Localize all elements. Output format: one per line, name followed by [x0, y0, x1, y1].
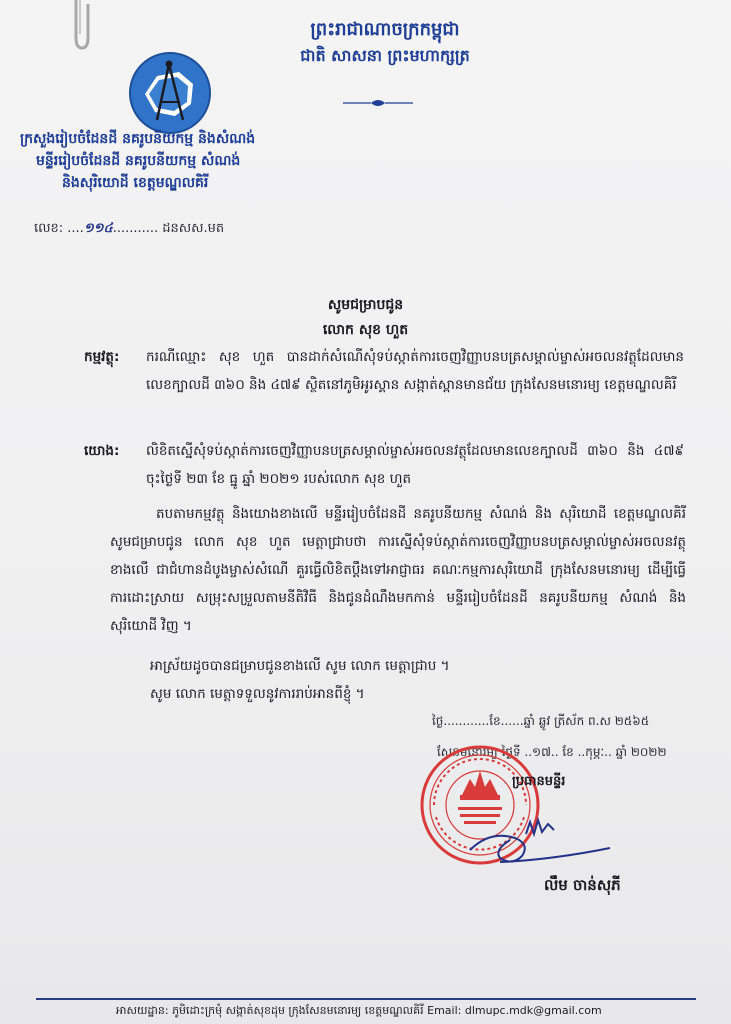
ref-suffix: ........... ដនសស.មត [112, 221, 225, 236]
national-motto: ជាតិ សាសនា ព្រះមហាក្សត្រ [300, 46, 470, 65]
ref-handwritten-number: ១១៤ [83, 221, 113, 236]
subject-section [84, 343, 684, 399]
kingdom-title: ព្រះរាជាណាចក្រកម្ពុជា [310, 19, 460, 40]
reference-section [84, 437, 684, 493]
kingdom-header [270, 18, 500, 68]
reference-number [34, 220, 224, 239]
signer-name: លឹម ចាន់សុភី [544, 876, 621, 894]
ornament-divider-icon [343, 97, 413, 109]
solar-date: សែនមនោរម្យ ថ្ងៃទី ..១៧.. ខែ ..កុម្ភៈ.. ឆ្នាំ ២០២២ [437, 745, 667, 759]
ref-prefix: លេខ: .... [34, 221, 84, 236]
closing-line-1: អាស្រ័យដូចបានជម្រាបជូនខាងលើ សូម លោក មេត្តាជ្រាប ។ [150, 658, 450, 674]
subject-text: ករណីឈ្មោះ សុខ ហួត បានដាក់សំណើសុំទប់ស្កាត់ការចេញវិញ្ញាបនបត្រសម្គាល់ម្ចាស់អចលនវត្ថុដែលមានលេខក្បាលដី ៣៦០ និង ៤៧៩ ស្ថិតនៅភូមិអូរស្គាន សង្កាត់ស្ពានមានជ័យ ក្រុងសែនមនោរម្យ ខេត្តមណ្ឌលគិរី [146, 349, 684, 393]
addressee-name: លោក សុខ ហួត [322, 322, 409, 338]
salutation: សូមជម្រាបជូន [327, 297, 404, 313]
ministry-line: ក្រសួងរៀបចំដែនដី នគរូបនីយកម្ម និងសំណង់ [20, 131, 256, 147]
reference-text: លិខិតស្នើសុំទប់ស្កាត់ការចេញវិញ្ញាបនបត្រសម្គាល់ម្ចាស់អចលនវត្ថុដែលមានលេខក្បាលដី ៣៦០ និង ៤៧៩ ចុះថ្ងៃទី ២៣ ខែ ធ្នូ ឆ្នាំ ២០២១ របស់លោក សុខ ហួត [146, 443, 684, 487]
signatory-title: ប្រធានមន្ទីរ [512, 774, 566, 789]
body-paragraph: តបតាមកម្មវត្ថុ និងយោងខាងលើ មន្ទីររៀបចំដែនដី នគរូបនីយកម្ម សំណង់ និង សុរិយោដី ខេត្តមណ្ឌលគិរី សូមជម្រាបជូន លោក សុខ ហួត មេត្តាជ្រាបថា ការស្នើសុំទប់ស្កាត់ការចេញវិញ្ញាបនបត្រសម្គាល់ម្ចាស់អចលនវត្ថុខាងលើ ជាជំហានដំបូងម្ចាស់សំណើ គួរធ្វើលិខិតប្តឹងទៅអាជ្ញាធរ គណៈកម្មការសុរិយោដី ក្រុងសែនមនោរម្យ ដើម្បីធ្វើការដោះស្រាយ សម្រុះសម្រួលតាមនីតិវិធី និងជូនដំណឹងមកកាន់ មន្ទីររៀបចំដែនដី នគរូបនីយកម្ម សំណង់ និងសុរិយោដី វិញ ។ [110, 506, 686, 634]
footer-divider [36, 998, 696, 1000]
reference-label: យោង: [84, 443, 120, 459]
ministry-name-block [20, 128, 255, 194]
lunar-date: ថ្ងៃ............ខែ......ឆ្នាំ ឆ្លូវ ត្រីស័ក ព.ស ២៥៦៥ [432, 714, 650, 728]
handwritten-signature-icon [460, 800, 630, 875]
ministry-logo-icon [127, 50, 213, 136]
closing-line-2: សូម លោក មេត្តាទទួលនូវការរាប់អានពីខ្ញុំ ។ [150, 686, 365, 702]
paper-clip-icon [68, 0, 94, 52]
subject-label: កម្មវត្ថុ: [84, 349, 120, 365]
province-line: និងសុរិយោដី ខេត្តមណ្ឌលគិរី [62, 175, 209, 191]
footer-address: អាសយដ្ឋាន: ភូមិដោះក្រមុំ សង្កាត់សុខដុម ក្រុងសែនមនោរម្យ ខេត្តមណ្ឌលគិរី Email: dlmupc.mdk@gmail.com [116, 1004, 602, 1017]
department-line: មន្ទីររៀបចំដែនដី នគរូបនីយកម្ម សំណង់ [36, 153, 241, 169]
